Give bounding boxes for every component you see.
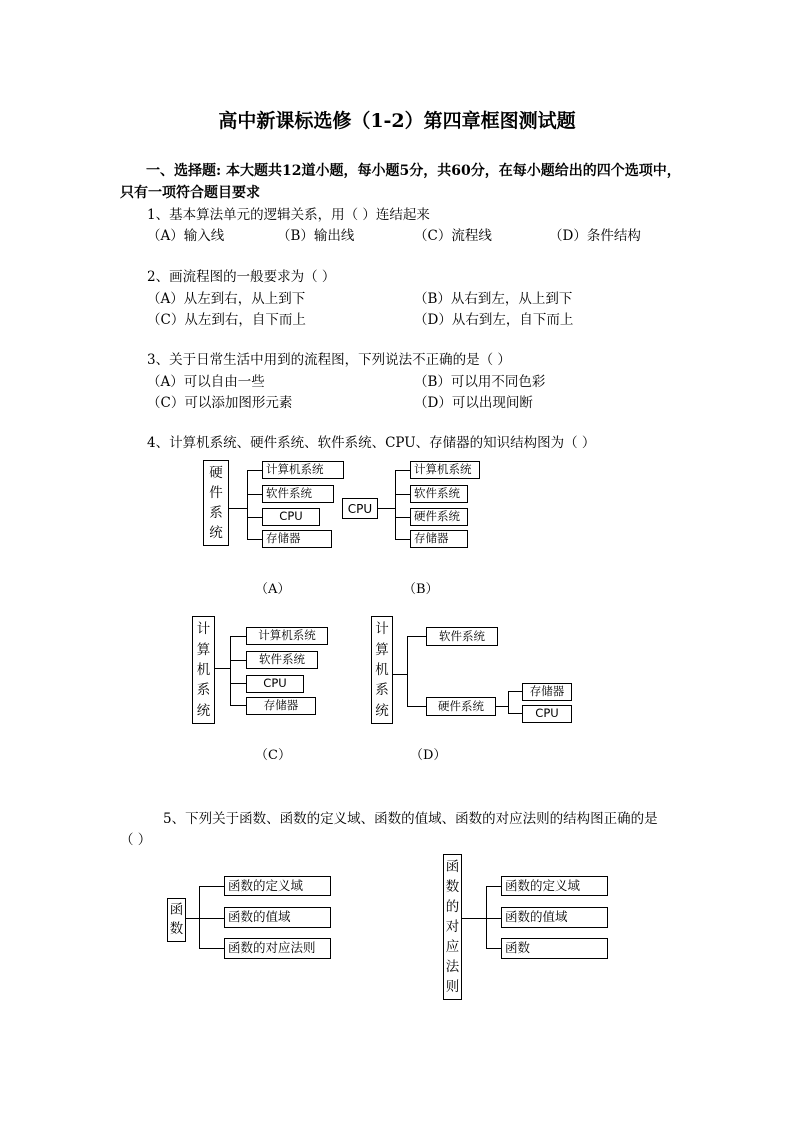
diagram-c-node: CPU xyxy=(246,675,304,693)
q5-diagram-1-root: 函 数 xyxy=(167,898,186,942)
connector xyxy=(486,948,501,949)
connector xyxy=(215,668,231,669)
q2-option-c: （C）从左到右，自下而上 xyxy=(147,312,306,328)
diagram-b-root: CPU xyxy=(342,498,378,519)
q3-option-d: （D）可以出现间断 xyxy=(414,395,533,411)
connector xyxy=(395,539,410,540)
question-3-stem: 3、关于日常生活中用到的流程图，下列说法不正确的是（ ） xyxy=(147,352,511,368)
connector xyxy=(230,636,231,706)
connector xyxy=(230,683,246,684)
connector xyxy=(230,705,246,706)
q5-diagram-1-node: 函数的对应法则 xyxy=(224,938,331,959)
connector xyxy=(407,636,408,707)
section-heading-line1: 一、选择题: 本大题共12道小题，每小题5分，共60分，在每小题给出的四个选项中， xyxy=(146,163,681,179)
q5-diagram-2-node: 函数 xyxy=(501,938,608,959)
diagram-b-node: 计算机系统 xyxy=(410,461,480,479)
question-5-stem-cont: （ ） xyxy=(120,832,152,848)
connector xyxy=(199,948,224,949)
connector xyxy=(199,886,224,887)
connector xyxy=(508,691,509,714)
diagram-c-node: 存储器 xyxy=(246,697,316,715)
diagram-d-node: 硬件系统 xyxy=(426,697,496,716)
connector xyxy=(230,660,246,661)
page-title: 高中新课标选修（1-2）第四章框图测试题 xyxy=(218,110,576,132)
connector xyxy=(230,636,246,637)
connector xyxy=(247,470,248,540)
diagram-d-subnode: 存储器 xyxy=(522,683,572,701)
connector xyxy=(247,539,262,540)
q3-option-b: （B）可以用不同色彩 xyxy=(414,374,546,390)
q3-option-c: （C）可以添加图形元素 xyxy=(147,395,293,411)
q2-option-b: （B）从右到左，从上到下 xyxy=(414,291,573,307)
q5-diagram-2-root: 函 数 的 对 应 法 则 xyxy=(443,854,462,1000)
diagram-a-node: 计算机系统 xyxy=(262,461,344,479)
connector xyxy=(229,508,248,509)
connector xyxy=(378,508,396,509)
connector xyxy=(407,636,426,637)
connector xyxy=(462,918,487,919)
section-heading-line2: 只有一项符合题目要求 xyxy=(120,185,260,201)
question-4-stem: 4、计算机系统、硬件系统、软件系统、CPU、存储器的知识结构图为（ ） xyxy=(147,435,596,451)
connector xyxy=(247,494,262,495)
diagram-a-label: （A） xyxy=(255,582,291,597)
connector xyxy=(186,918,200,919)
question-2-stem: 2、画流程图的一般要求为（ ） xyxy=(147,269,336,285)
q5-diagram-1-node: 函数的值域 xyxy=(224,907,331,928)
q3-option-a: （A）可以自由一些 xyxy=(147,374,265,390)
diagram-b-node: 硬件系统 xyxy=(410,508,468,526)
diagram-c-node: 软件系统 xyxy=(246,651,318,669)
connector xyxy=(393,674,408,675)
connector xyxy=(395,470,410,471)
diagram-d-root: 计 算 机 系 统 xyxy=(371,616,393,724)
diagram-b-node: 存储器 xyxy=(410,530,468,548)
diagram-c-label: （C） xyxy=(255,748,291,763)
connector xyxy=(395,494,410,495)
connector xyxy=(486,918,501,919)
connector xyxy=(247,470,262,471)
q1-option-a: （A）输入线 xyxy=(147,228,225,244)
diagram-d-label: （D） xyxy=(410,748,447,763)
q2-option-d: （D）从右到左，自下而上 xyxy=(414,312,574,328)
diagram-b-label: （B） xyxy=(403,582,439,597)
diagram-a-node: CPU xyxy=(262,508,320,526)
connector xyxy=(395,517,410,518)
diagram-d-node: 软件系统 xyxy=(426,627,498,646)
q1-option-b: （B）输出线 xyxy=(277,228,355,244)
q5-diagram-1-node: 函数的定义域 xyxy=(224,876,331,896)
connector xyxy=(199,918,224,919)
connector xyxy=(407,706,426,707)
diagram-a-node: 存储器 xyxy=(262,530,332,548)
connector xyxy=(395,470,396,540)
diagram-c-root: 计 算 机 系 统 xyxy=(192,616,215,724)
q2-option-a: （A）从左到右，从上到下 xyxy=(147,291,306,307)
q1-option-c: （C）流程线 xyxy=(414,228,492,244)
diagram-a-root: 硬 件 系 统 xyxy=(203,460,229,546)
diagram-d-subnode: CPU xyxy=(522,705,572,723)
q5-diagram-2-node: 函数的值域 xyxy=(501,907,608,928)
diagram-c-node: 计算机系统 xyxy=(246,627,328,645)
question-1-stem: 1、基本算法单元的逻辑关系，用（ ）连结起来 xyxy=(147,207,430,223)
connector xyxy=(508,691,522,692)
q5-diagram-2-node: 函数的定义域 xyxy=(501,876,608,896)
question-5-stem: 5、下列关于函数、函数的定义域、函数的值域、函数的对应法则的结构图正确的是 xyxy=(163,811,658,827)
connector xyxy=(508,713,522,714)
diagram-a-node: 软件系统 xyxy=(262,485,334,503)
diagram-b-node: 软件系统 xyxy=(410,485,468,503)
connector xyxy=(247,517,262,518)
q1-option-d: （D）条件结构 xyxy=(549,228,641,244)
connector xyxy=(486,886,501,887)
